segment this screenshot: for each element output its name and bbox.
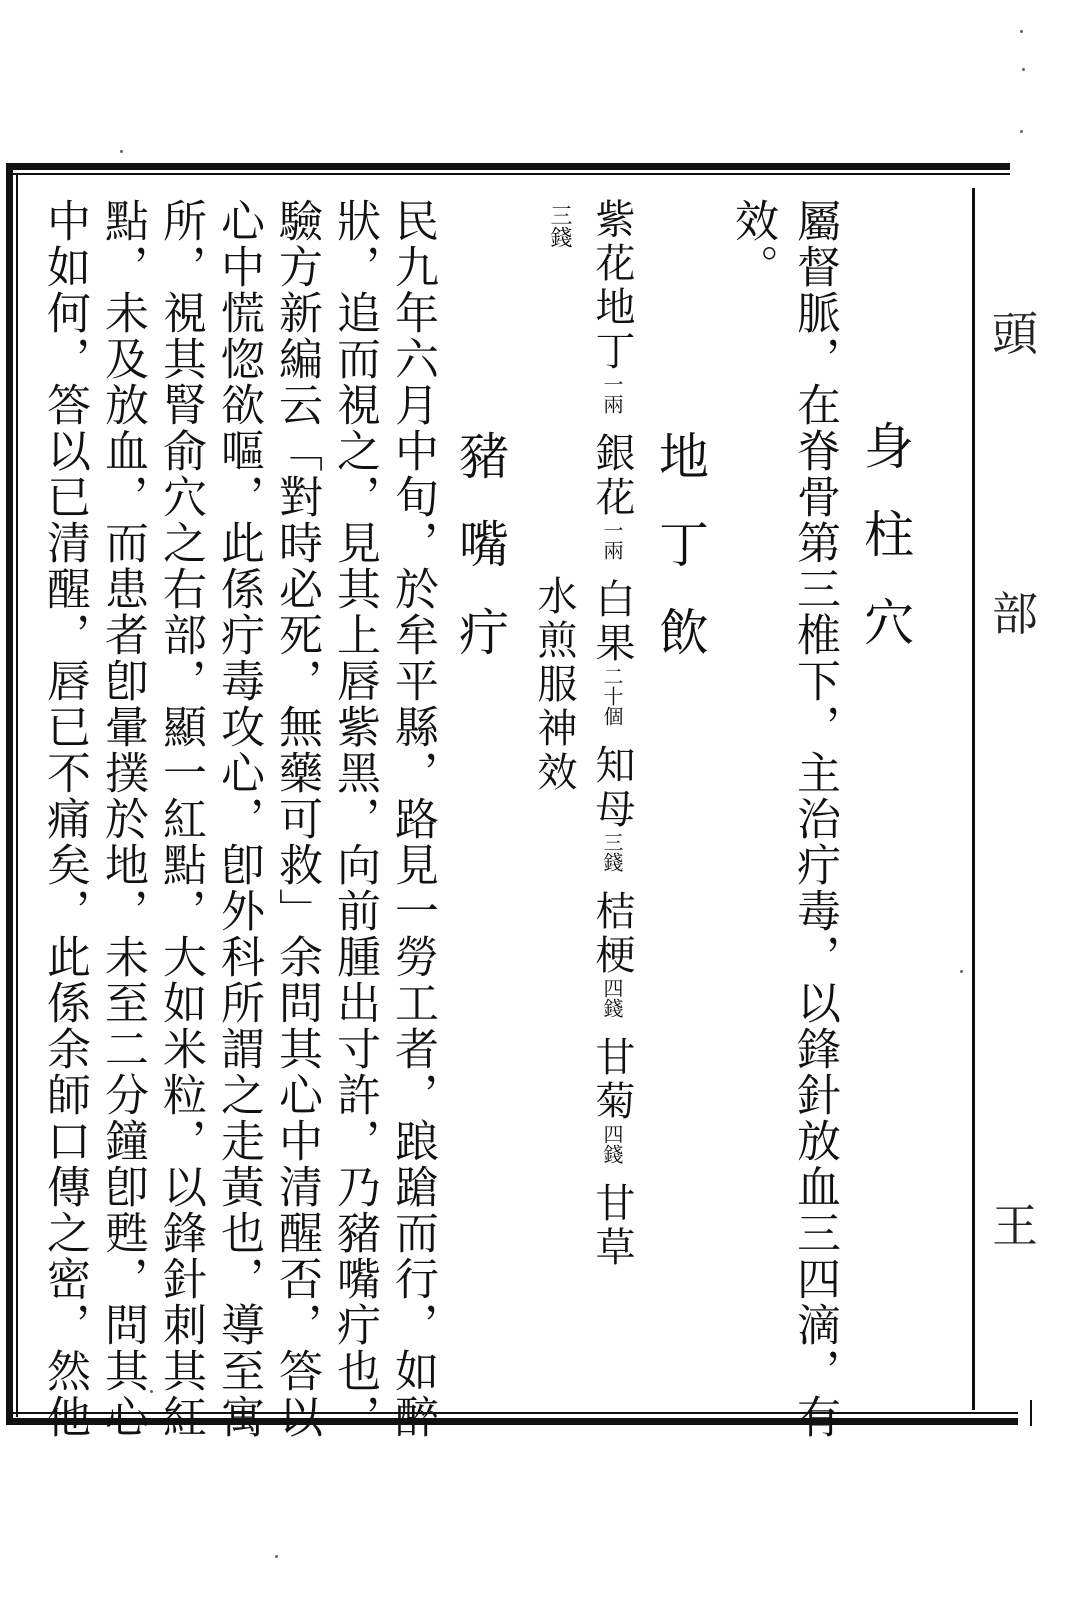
margin-fragment-3: 王	[992, 1199, 1038, 1253]
ingredient-name: 銀花	[589, 432, 635, 520]
frame-top-border	[6, 163, 1010, 170]
scan-speck	[1022, 68, 1025, 71]
section-body-line-1: 屬督脈，在脊骨第三椎下，主治疔毒，以鋒針放血三四滴，有	[789, 198, 840, 1440]
ingredient-amount: 一兩	[600, 374, 624, 414]
recipe-instruction: 水煎服神效	[531, 575, 577, 795]
section-body-line-2: 效。	[727, 198, 778, 290]
recipe-ingredients-line	[589, 198, 635, 1270]
ingredient-amount: 四錢	[600, 1124, 624, 1164]
frame-left-border	[6, 163, 13, 1425]
ingredient-amount: 三錢	[600, 832, 624, 872]
ingredient-amount: 四錢	[600, 978, 624, 1018]
frame-top-inner-border	[6, 173, 1010, 175]
margin-fragment-2: 部	[992, 587, 1038, 641]
ingredient-name: 桔梗	[589, 890, 635, 978]
ingredient-name: 白果	[589, 578, 635, 666]
section-title: 身柱穴	[856, 420, 914, 684]
case-line-6: 點，未及放血，而患者卽暈撲於地，未至二分鐘卽甦，問其心	[97, 198, 148, 1440]
scan-speck	[120, 150, 123, 153]
scan-speck	[275, 1555, 278, 1558]
case-line-3: 驗方新編云「對時必死，無藥可救」余問其心中清醒否，答以	[271, 198, 322, 1440]
ingredient-name: 知母	[589, 744, 635, 832]
ingredient-name: 紫花地丁	[589, 198, 635, 374]
ingredient-amount: 一兩	[600, 520, 624, 560]
recipe-title: 地丁飲	[651, 430, 709, 694]
ingredient-amount: 二十個	[600, 666, 624, 726]
margin-fragment-1: 頭	[992, 307, 1038, 361]
case-line-2: 狀，追而視之，見其上唇紫黑，向前腫出寸許，乃豬嘴疔也，	[329, 198, 380, 1440]
case-line-5: 所，視其腎俞穴之右部，顯一紅點，大如米粒，以鋒針刺其紅	[155, 198, 206, 1440]
recipe-last-amount: 三錢	[547, 204, 572, 248]
scan-speck	[1020, 30, 1023, 33]
case-title: 豬嘴疔	[451, 430, 509, 694]
case-line-1: 民九年六月中旬，於牟平縣，路見一勞工者，踉蹌而行，如醉	[387, 198, 438, 1440]
ingredient-name: 甘草	[589, 1182, 635, 1270]
frame-left-inner-border	[16, 173, 18, 1417]
right-edge-rule	[1030, 1400, 1032, 1426]
scan-speck	[1020, 130, 1023, 133]
scan-speck	[150, 1390, 153, 1393]
case-line-7: 中如何，答以已清醒，唇已不痛矣，此係余師口傳之密，然他	[39, 198, 90, 1440]
scan-speck	[960, 970, 963, 973]
column-divider-rule	[972, 188, 975, 1410]
case-line-4: 心中慌惚欲嘔，此係疔毒攻心，卽外科所謂之走黃也，導至寓	[213, 198, 264, 1440]
ingredient-name: 甘菊	[589, 1036, 635, 1124]
